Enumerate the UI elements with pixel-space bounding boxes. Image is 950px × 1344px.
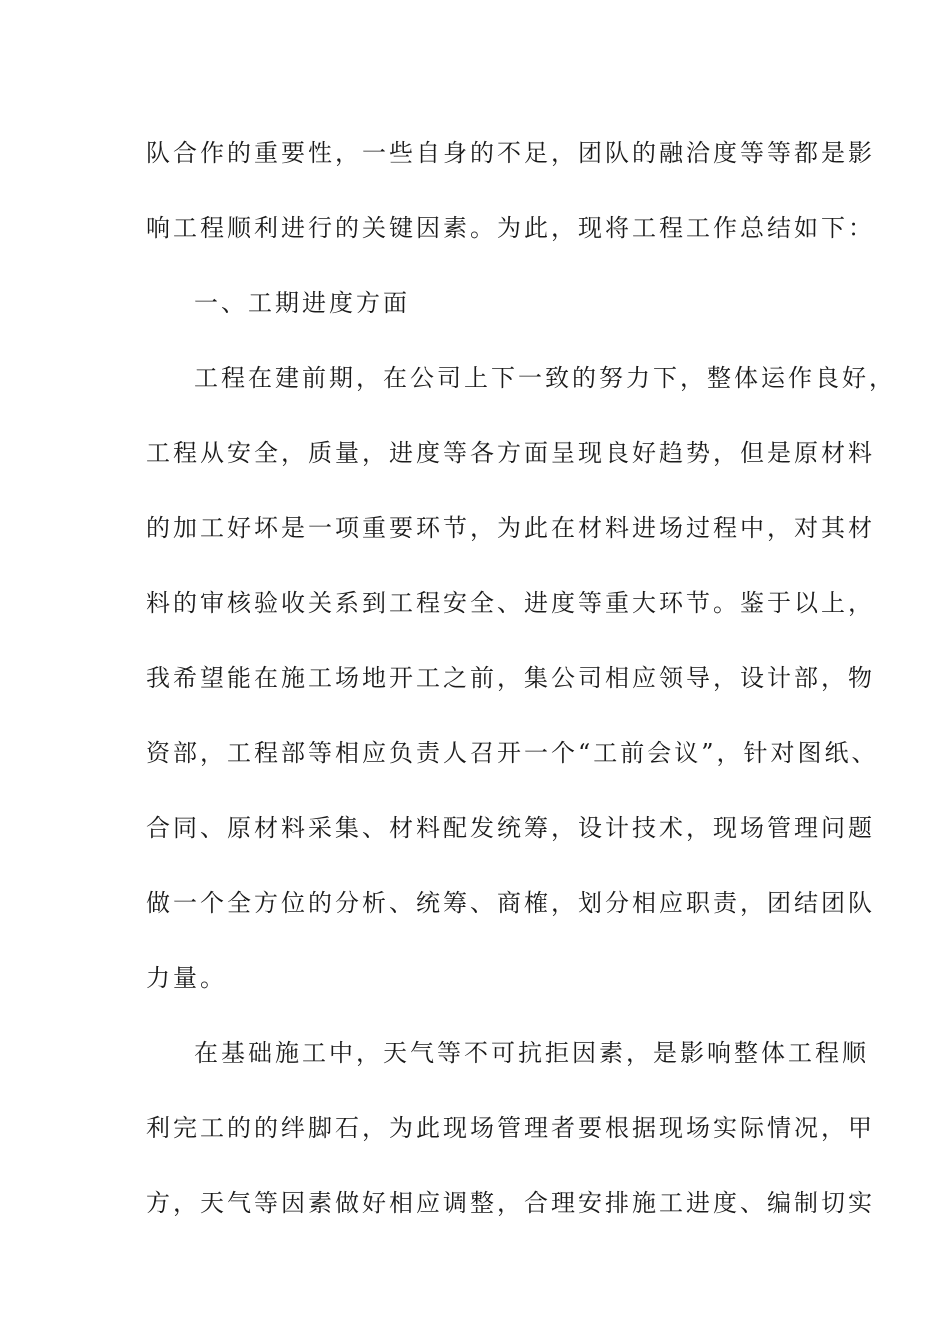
text-line: 的加工好坏是一项重要环节，为此在材料进场过程中，对其材 bbox=[146, 514, 875, 542]
text-line: 料的审核验收关系到工程安全、进度等重大环节。鉴于以上， bbox=[146, 589, 875, 617]
text-line: 队合作的重要性，一些自身的不足，团队的融洽度等等都是影 bbox=[146, 139, 875, 167]
text-line: 资部，工程部等相应负责人召开一个“工前会议”，针对图纸、 bbox=[146, 739, 879, 767]
text-line: 响工程顺利进行的关键因素。为此，现将工程工作总结如下： bbox=[146, 214, 875, 242]
text-line: 合同、原材料采集、材料配发统筹，设计技术，现场管理问题 bbox=[146, 814, 875, 842]
section-heading: 一、工期进度方面 bbox=[194, 289, 410, 317]
text-line: 力量。 bbox=[146, 964, 227, 992]
paragraph-start: 在基础施工中，天气等不可抗拒因素，是影响整体工程顺 bbox=[194, 1039, 869, 1067]
text-line: 做一个全方位的分析、统筹、商榷，划分相应职责，团结团队 bbox=[146, 889, 875, 917]
text-line: 利完工的的绊脚石，为此现场管理者要根据现场实际情况，甲 bbox=[146, 1114, 875, 1142]
text-line: 我希望能在施工场地开工之前，集公司相应领导，设计部，物 bbox=[146, 664, 875, 692]
paragraph-start: 工程在建前期，在公司上下一致的努力下，整体运作良好， bbox=[194, 364, 896, 392]
text-line: 工程从安全，质量，进度等各方面呈现良好趋势，但是原材料 bbox=[146, 439, 875, 467]
text-line: 方，天气等因素做好相应调整，合理安排施工进度、编制切实 bbox=[146, 1189, 875, 1217]
